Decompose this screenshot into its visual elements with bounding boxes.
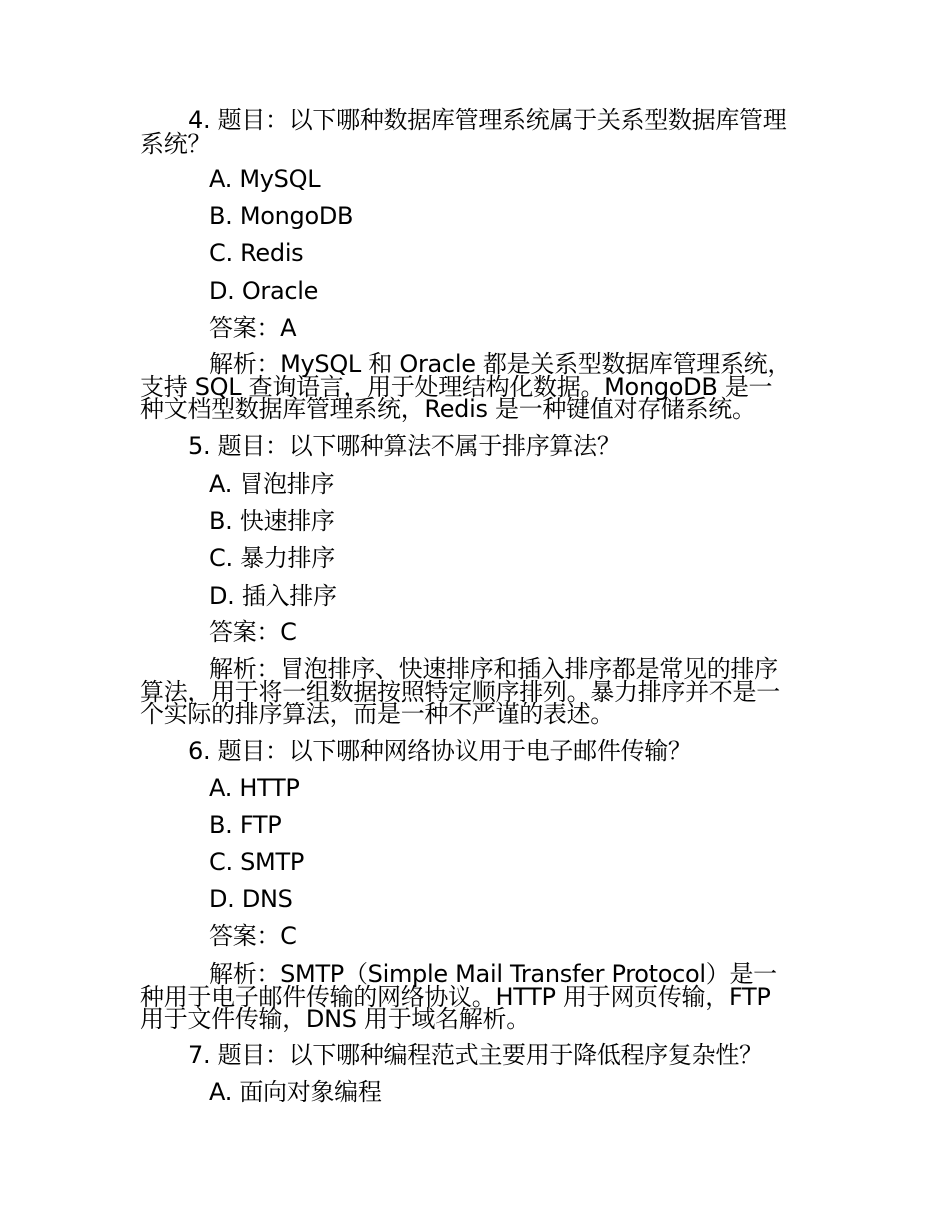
question-4-option-b: B. MongoDB xyxy=(209,202,354,230)
question-7-title: 7. 题目：以下哪种编程范式主要用于降低程序复杂性？ xyxy=(188,1041,763,1069)
question-6-option-d: D. DNS xyxy=(209,885,293,913)
question-5-explanation-line-2: 算法，用于将一组数据按照特定顺序排列。暴力排序并不是一 xyxy=(140,678,780,706)
question-5-explanation-line-1: 解析：冒泡排序、快速排序和插入排序都是常见的排序 xyxy=(209,655,778,683)
question-6-option-a: A. HTTP xyxy=(209,774,300,802)
question-6-explanation-line-2: 种用于电子邮件传输的网络协议。HTTP 用于网页传输，FTP xyxy=(140,983,771,1011)
question-4-option-a: A. MySQL xyxy=(209,165,321,193)
question-5-option-c: C. 暴力排序 xyxy=(209,544,335,572)
question-7-option-a: A. 面向对象编程 xyxy=(209,1078,382,1106)
question-4-explanation-line-3: 种文档型数据库管理系统，Redis 是一种键值对存储系统。 xyxy=(140,395,756,423)
question-4-explanation-line-2: 支持 SQL 查询语言，用于处理结构化数据。MongoDB 是一 xyxy=(140,373,773,401)
question-5-option-d: D. 插入排序 xyxy=(209,582,337,610)
question-4-title-continued: 系统？ xyxy=(140,130,212,158)
question-5-title: 5. 题目：以下哪种算法不属于排序算法？ xyxy=(188,432,621,460)
question-6-option-c: C. SMTP xyxy=(209,848,304,876)
question-4-answer: 答案：A xyxy=(209,314,297,342)
question-6-title: 6. 题目：以下哪种网络协议用于电子邮件传输？ xyxy=(188,737,692,765)
question-6-explanation-line-3: 用于文件传输，DNS 用于域名解析。 xyxy=(140,1005,530,1033)
question-6-explanation-line-1: 解析：SMTP（Simple Mail Transfer Protocol）是一 xyxy=(209,960,777,988)
question-4-option-c: C. Redis xyxy=(209,239,304,267)
question-4-title: 4. 题目：以下哪种数据库管理系统属于关系型数据库管理 xyxy=(188,106,787,134)
question-4-explanation-line-1: 解析：MySQL 和 Oracle 都是关系型数据库管理系统， xyxy=(209,350,792,378)
question-4-option-d: D. Oracle xyxy=(209,277,319,305)
question-6-answer: 答案：C xyxy=(209,922,297,950)
question-6-option-b: B. FTP xyxy=(209,811,282,839)
question-5-option-b: B. 快速排序 xyxy=(209,507,335,535)
question-5-answer: 答案：C xyxy=(209,618,297,646)
question-5-option-a: A. 冒泡排序 xyxy=(209,470,335,498)
question-5-explanation-line-3: 个实际的排序算法，而是一种不严谨的表述。 xyxy=(140,700,614,728)
